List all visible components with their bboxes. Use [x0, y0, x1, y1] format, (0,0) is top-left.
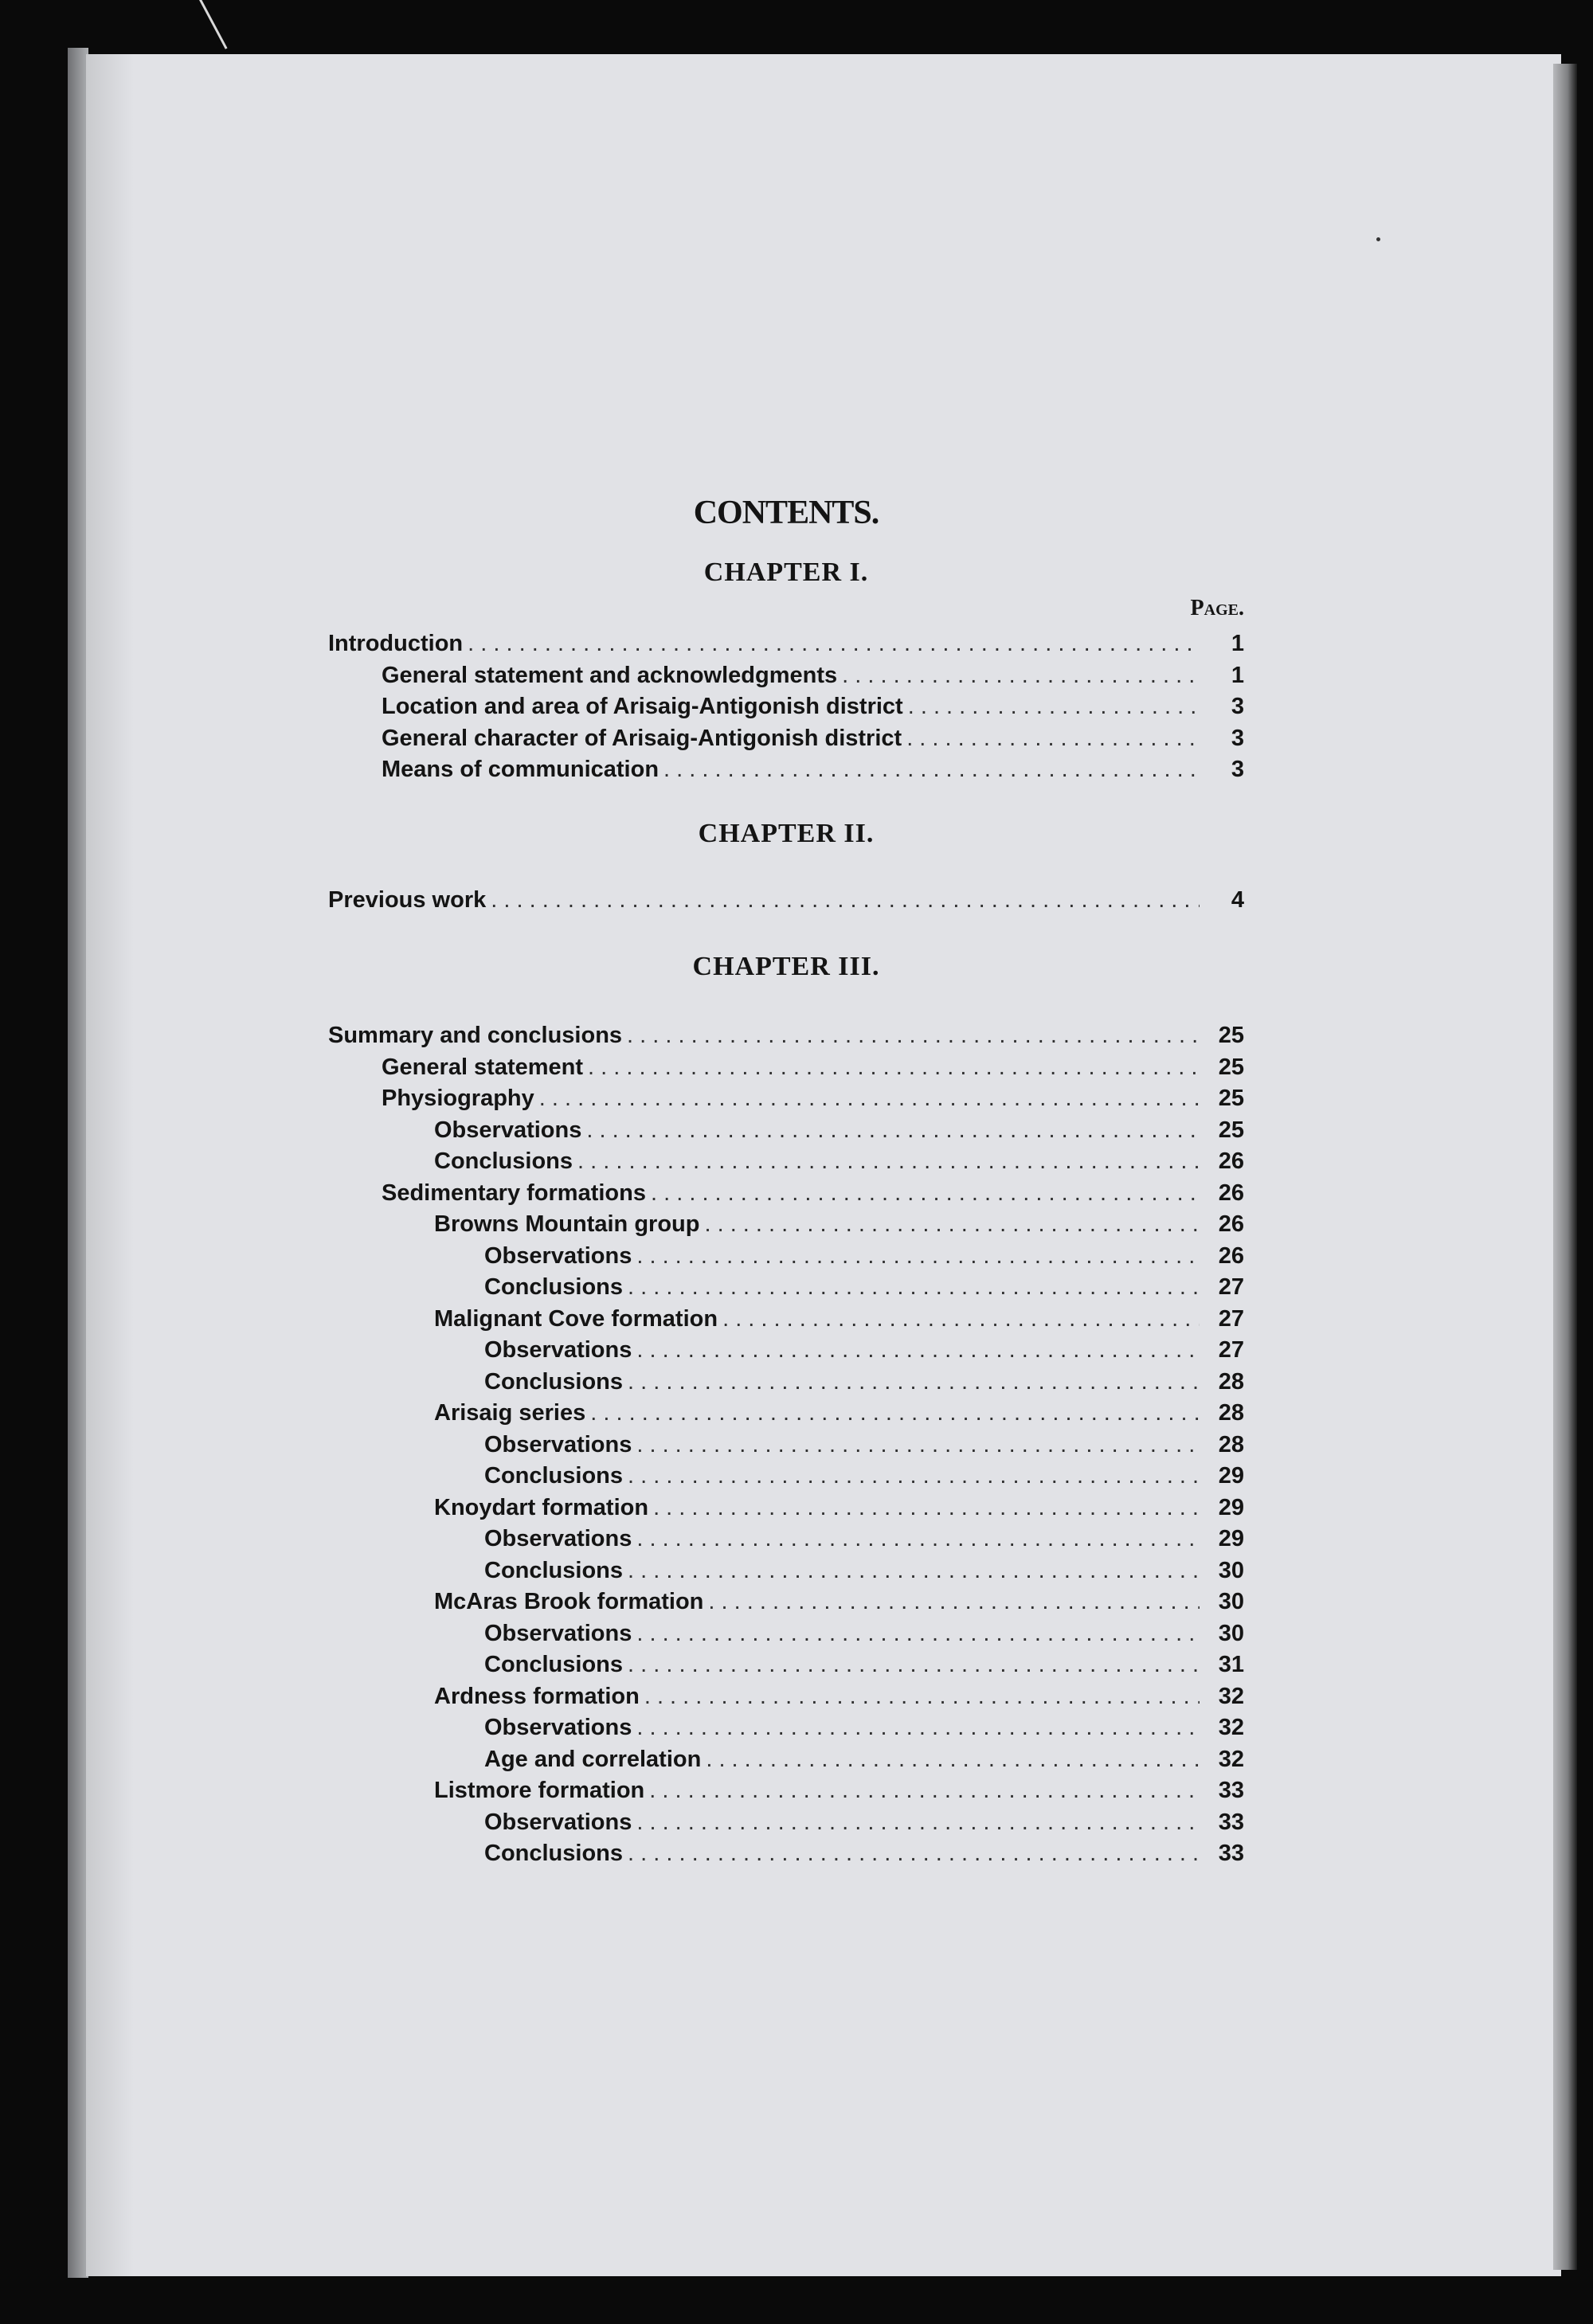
toc-leader-dots: [628, 1649, 1200, 1680]
toc-entry-label: Ardness formation: [434, 1683, 640, 1709]
toc-entry: [328, 1712, 1244, 1743]
toc-entry-label: Conclusions: [484, 1274, 624, 1300]
toc-entry-label: Conclusions: [484, 1368, 624, 1395]
toc-entry-label: Previous work: [328, 887, 487, 913]
toc-entry: [328, 1680, 1244, 1712]
toc-entry-page: 25: [1218, 1023, 1244, 1048]
toc-entry: [328, 722, 1244, 754]
toc-entry-label: General statement and acknowledgments: [382, 662, 838, 688]
toc-leader-dots: [636, 1523, 1200, 1555]
chapter-heading: CHAPTER II.: [698, 819, 875, 848]
toc-entry-label: Observations: [484, 1242, 632, 1269]
toc-entry-page: 25: [1218, 1054, 1244, 1080]
toc-leader-dots: [906, 722, 1200, 754]
toc-entry-page: 32: [1218, 1715, 1244, 1740]
toc-entry: [328, 1208, 1244, 1240]
toc-leader-dots: [653, 1492, 1200, 1524]
toc-leader-dots: [586, 1114, 1200, 1146]
toc-entry-page: 4: [1231, 887, 1244, 913]
toc-entry-label: General statement: [382, 1054, 584, 1080]
toc-entry-page: 3: [1231, 757, 1244, 782]
page-column-header: Page.: [1190, 596, 1244, 620]
toc-entry-page: 27: [1218, 1274, 1244, 1300]
toc-leader-dots: [649, 1774, 1200, 1806]
chapter-heading: CHAPTER I.: [703, 558, 869, 587]
page-right-edge: [1553, 64, 1577, 2270]
toc-leader-dots: [628, 1366, 1200, 1398]
toc-entry-page: 3: [1231, 725, 1244, 751]
toc-entry-label: Malignant Cove formation: [434, 1305, 718, 1332]
toc-leader-dots: [590, 1397, 1200, 1429]
toc-entry: [328, 1019, 1244, 1051]
toc-entry-page: 29: [1218, 1463, 1244, 1489]
toc-entry-page: 1: [1231, 631, 1244, 656]
toc-entry: [328, 1051, 1244, 1083]
toc-entry-label: Observations: [484, 1526, 632, 1551]
toc-entry: [328, 628, 1244, 659]
toc-entry-page: 30: [1218, 1557, 1244, 1583]
scan-fold-mark: [199, 0, 228, 49]
toc-entry-page: 26: [1218, 1148, 1244, 1174]
toc-entry-page: 29: [1218, 1526, 1244, 1551]
toc-entry: [328, 1586, 1244, 1618]
toc-leader-dots: [588, 1051, 1200, 1083]
toc-leader-dots: [722, 1303, 1200, 1335]
toc-entry: [328, 1743, 1244, 1775]
toc-entry: [328, 1114, 1244, 1146]
toc-entry: [328, 1492, 1244, 1524]
contents-title: CONTENTS.: [693, 495, 879, 531]
toc-entry-page: 28: [1218, 1400, 1244, 1426]
toc-entry-label: Observations: [484, 1337, 632, 1363]
toc-entry-page: 32: [1218, 1683, 1244, 1709]
toc-entry-page: 32: [1218, 1746, 1244, 1772]
toc-entry-label: Observations: [434, 1117, 582, 1143]
toc-entry-label: McAras Brook formation: [434, 1589, 704, 1614]
toc-leader-dots: [636, 1334, 1200, 1366]
toc-leader-dots: [628, 1460, 1200, 1492]
chapter-heading: CHAPTER III.: [692, 952, 880, 981]
toc-entry-page: 26: [1218, 1180, 1244, 1206]
toc-entry-page: 27: [1218, 1305, 1244, 1332]
toc-leader-dots: [663, 753, 1200, 785]
page-gutter-shadow: [86, 54, 134, 2276]
toc-leader-dots: [636, 1429, 1200, 1461]
toc-entry: [328, 1334, 1244, 1366]
toc-entry-page: 25: [1218, 1117, 1244, 1143]
toc-leader-dots: [636, 1806, 1200, 1838]
toc-entry: [328, 1303, 1244, 1335]
toc-entry-label: Conclusions: [484, 1557, 624, 1583]
toc-entry: [328, 1460, 1244, 1492]
toc-entry: [328, 691, 1244, 722]
toc-entry-page: 31: [1218, 1652, 1244, 1677]
toc-entry: [328, 1271, 1244, 1303]
toc-entry-label: Age and correlation: [484, 1746, 702, 1772]
toc-leader-dots: [539, 1082, 1200, 1114]
toc-entry: [328, 659, 1244, 691]
toc-entry-page: 28: [1218, 1431, 1244, 1457]
toc-leader-dots: [636, 1712, 1200, 1743]
toc-entry-label: Listmore formation: [434, 1778, 645, 1803]
toc-entry-label: General character of Arisaig-Antigonish district: [382, 725, 902, 751]
toc-entry-label: Observations: [484, 1620, 632, 1646]
toc-entry-label: Knoydart formation: [434, 1494, 649, 1520]
toc-entry-page: 26: [1218, 1211, 1244, 1237]
toc-entry-label: Sedimentary formations: [382, 1180, 646, 1206]
toc-entry-page: 29: [1218, 1494, 1244, 1520]
toc-entry-label: Physiography: [382, 1086, 534, 1111]
toc-entry-label: Conclusions: [434, 1148, 573, 1174]
toc-entry: [328, 1429, 1244, 1461]
toc-entry: [328, 1774, 1244, 1806]
toc-entry: [328, 1523, 1244, 1555]
scan-speck: [1376, 237, 1380, 241]
toc-entry-page: 3: [1231, 694, 1244, 719]
toc-leader-dots: [628, 1271, 1200, 1303]
toc-leader-dots: [636, 1618, 1200, 1649]
toc-entry-page: 30: [1218, 1620, 1244, 1646]
toc-entry: [328, 1177, 1244, 1209]
toc-entry-label: Conclusions: [484, 1463, 624, 1489]
toc-entry: [328, 1649, 1244, 1680]
toc-leader-dots: [468, 628, 1200, 659]
toc-entry: [328, 1366, 1244, 1398]
toc-entry-page: 30: [1218, 1589, 1244, 1614]
toc-entry-page: 26: [1218, 1242, 1244, 1269]
toc-leader-dots: [908, 691, 1200, 722]
toc-leader-dots: [706, 1743, 1200, 1775]
toc-entry: [328, 1555, 1244, 1587]
toc-entry: [328, 1145, 1244, 1177]
toc-leader-dots: [644, 1680, 1200, 1712]
toc-leader-dots: [628, 1555, 1200, 1587]
toc-entry: [328, 1837, 1244, 1869]
toc-entry-label: Observations: [484, 1809, 632, 1835]
toc-entry-label: Summary and conclusions: [328, 1023, 623, 1048]
toc-entry-page: 25: [1218, 1086, 1244, 1111]
toc-entry-page: 33: [1218, 1778, 1244, 1803]
toc-entry: [328, 753, 1244, 785]
toc-entry: [328, 1806, 1244, 1838]
toc-entry-label: Means of communication: [382, 757, 660, 782]
toc-entry-label: Observations: [484, 1715, 632, 1740]
toc-entry-page: 28: [1218, 1368, 1244, 1395]
toc-leader-dots: [708, 1586, 1200, 1618]
toc-leader-dots: [636, 1240, 1200, 1272]
toc-entry: [328, 1397, 1244, 1429]
toc-entry-page: 33: [1218, 1841, 1244, 1866]
toc-entry-page: 33: [1218, 1809, 1244, 1835]
toc-entry: [328, 884, 1244, 916]
toc-entry-label: Conclusions: [484, 1652, 624, 1677]
toc-entry-label: Location and area of Arisaig-Antigonish district: [382, 694, 903, 719]
toc-leader-dots: [577, 1145, 1200, 1177]
toc-entry: [328, 1240, 1244, 1272]
toc-leader-dots: [842, 659, 1200, 691]
toc-entry: [328, 1082, 1244, 1114]
toc-entry-label: Introduction: [328, 631, 464, 656]
toc-entry-label: Arisaig series: [434, 1400, 586, 1426]
toc-leader-dots: [628, 1837, 1200, 1869]
toc-entry: [328, 1618, 1244, 1649]
toc-leader-dots: [491, 884, 1200, 916]
toc-leader-dots: [627, 1019, 1200, 1051]
toc-entry-page: 1: [1231, 662, 1244, 688]
toc-entry-label: Observations: [484, 1431, 632, 1457]
toc-entry-label: Conclusions: [484, 1841, 624, 1866]
toc-entry-label: Browns Mountain group: [434, 1211, 700, 1237]
toc-leader-dots: [704, 1208, 1200, 1240]
toc-entry-page: 27: [1218, 1337, 1244, 1363]
toc-leader-dots: [651, 1177, 1200, 1209]
